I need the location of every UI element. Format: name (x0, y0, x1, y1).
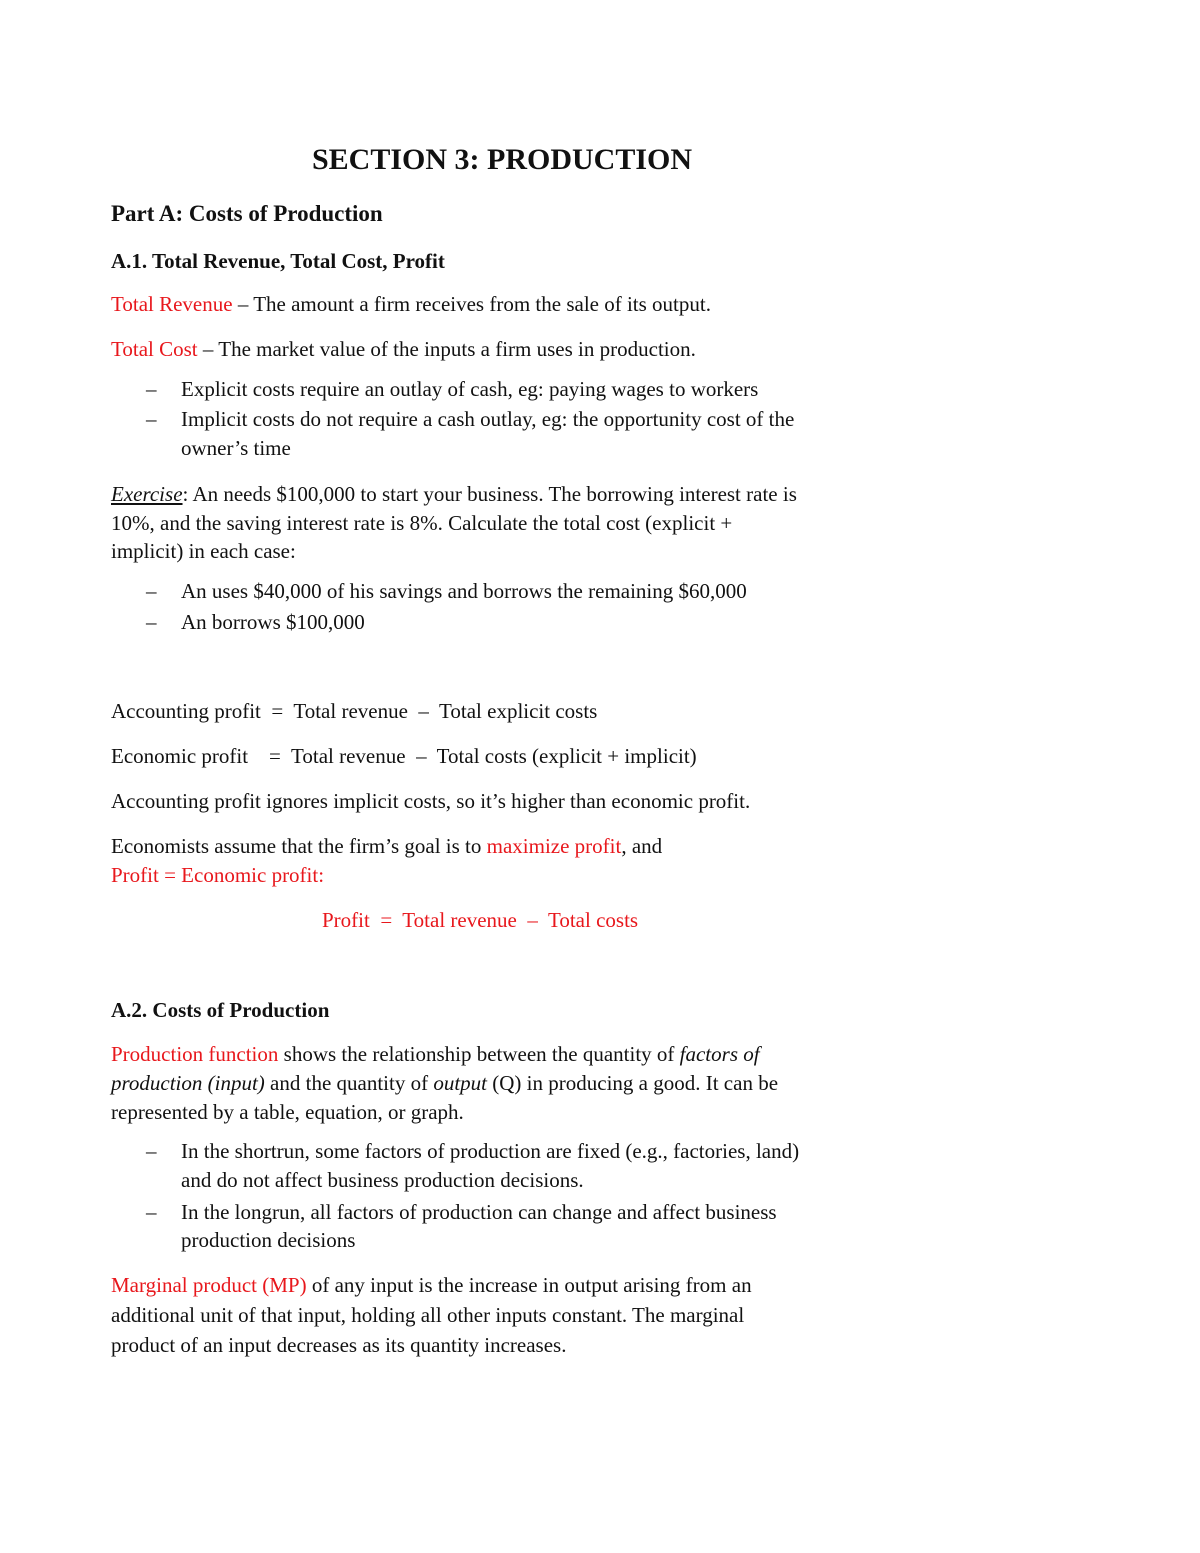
exercise-line-3: implicit) in each case: (111, 539, 296, 563)
economists-assumption: Economists assume that the firm’s goal is to maximize profit, and (111, 834, 663, 858)
part-a-heading: Part A: Costs of Production (111, 201, 383, 226)
total-revenue-definition (111, 290, 711, 319)
total-cost-definition (111, 335, 696, 364)
bullet-dash: – (146, 610, 157, 634)
total-cost-term: Total Cost (111, 337, 198, 361)
total-cost-text: – The market value of the inputs a firm uses in production. (197, 337, 696, 361)
shortrun-bullet-cont: and do not affect business production decisions. (181, 1168, 584, 1192)
accounting-vs-economic-note: Accounting profit ignores implicit costs, so it’s higher than economic profit. (111, 789, 751, 813)
implicit-costs-bullet-cont: owner’s time (181, 436, 291, 460)
shortrun-bullet: In the shortrun, some factors of production are fixed (e.g., factories, land) (181, 1139, 800, 1163)
marginal-product-line-2: additional unit of that input, holding all other inputs constant. The marginal (111, 1303, 745, 1327)
total-revenue-term: Total Revenue (111, 292, 233, 316)
maximize-profit-term: maximize profit (486, 834, 622, 858)
marginal-product-line-1: Marginal product (MP) of any input is the increase in output arising from an (111, 1273, 752, 1297)
marginal-product-term: Marginal product (MP) (111, 1273, 307, 1297)
production-function-line-2: production (input) and the quantity of output (Q) in producing a good. It can be (111, 1071, 779, 1095)
accounting-profit-formula: Accounting profit = Total revenue – Total explicit costs (111, 699, 598, 723)
production-function-line-3: represented by a table, equation, or graph. (111, 1100, 464, 1124)
section-a2-heading: A.2. Costs of Production (111, 998, 330, 1022)
profit-equals-economic-profit: Profit = Economic profit: (111, 863, 325, 887)
production-function-term: Production function (111, 1042, 279, 1066)
production-function-line-1: Production function shows the relationship between the quantity of factors of (111, 1042, 760, 1066)
economic-profit-formula: Economic profit = Total revenue – Total costs (explicit + implicit) (111, 744, 697, 768)
bullet-dash: – (146, 579, 157, 603)
section-a1-heading: A.1. Total Revenue, Total Cost, Profit (111, 249, 445, 273)
bullet-dash: – (146, 377, 157, 401)
total-revenue-text: – The amount a firm receives from the sale of its output. (232, 292, 711, 316)
bullet-dash: – (146, 407, 157, 431)
exercise-label: Exercise (111, 482, 183, 506)
exercise-bullet-1: An uses $40,000 of his savings and borrows the remaining $60,000 (181, 579, 747, 603)
bullet-dash: – (146, 1200, 157, 1224)
longrun-bullet-cont: production decisions (181, 1228, 356, 1252)
exercise-bullet-2: An borrows $100,000 (181, 610, 365, 634)
profit-formula: Profit = Total revenue – Total costs (322, 908, 639, 932)
exercise-line-2: 10%, and the saving interest rate is 8%. Calculate the total cost (explicit + (111, 511, 733, 535)
exercise-line-1: Exercise: An needs $100,000 to start your business. The borrowing interest rate is (111, 482, 797, 506)
bullet-dash: – (146, 1139, 157, 1163)
marginal-product-line-3: product of an input decreases as its quantity increases. (111, 1333, 567, 1357)
longrun-bullet: In the longrun, all factors of production can change and affect business (181, 1200, 777, 1224)
page-title: SECTION 3: PRODUCTION (311, 143, 693, 176)
implicit-costs-bullet: Implicit costs do not require a cash outlay, eg: the opportunity cost of the (181, 407, 795, 431)
explicit-costs-bullet: Explicit costs require an outlay of cash, eg: paying wages to workers (181, 377, 759, 401)
